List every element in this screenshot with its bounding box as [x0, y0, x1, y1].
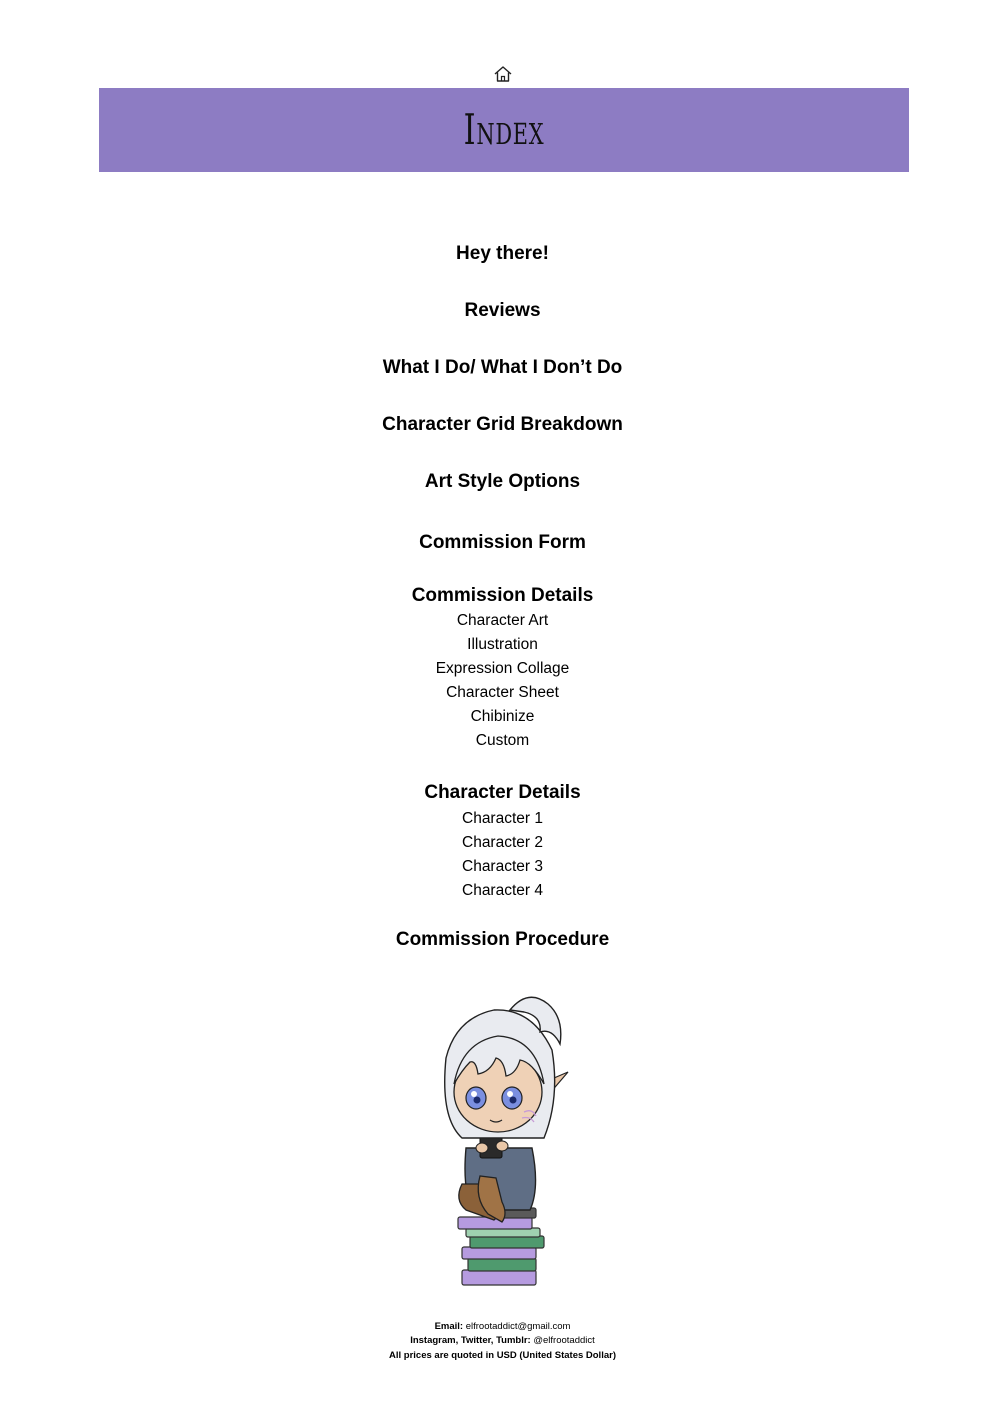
footer-pricing-note: All prices are quoted in USD (United States Dollar) [389, 1350, 616, 1361]
index-sublink-custom[interactable]: Custom [475, 732, 530, 749]
index-sublink-character-4[interactable]: Character 4 [462, 882, 543, 899]
index-sublink-chibinize[interactable]: Chibinize [470, 708, 535, 725]
footer-email-value[interactable]: elfrootaddict@gmail.com [463, 1321, 571, 1332]
footer-social-value: @elfrootaddict [530, 1335, 595, 1346]
footer-social-label: Instagram, Twitter, Tumblr: [410, 1335, 531, 1346]
index-link-art-style-options[interactable]: Art Style Options [424, 471, 581, 492]
title-banner [99, 88, 909, 172]
chibi-elf-illustration [432, 988, 577, 1293]
page-title: Index [463, 105, 545, 154]
index-link-reviews[interactable]: Reviews [464, 300, 541, 321]
index-sublink-expression-collage[interactable]: Expression Collage [435, 660, 570, 677]
index-link-commission-procedure[interactable]: Commission Procedure [395, 929, 610, 950]
index-link-hey-there[interactable]: Hey there! [456, 243, 549, 264]
index-link-what-i-do[interactable]: What I Do/ What I Don’t Do [382, 357, 623, 378]
index-sublink-character-sheet[interactable]: Character Sheet [446, 684, 559, 701]
index-link-commission-details[interactable]: Commission Details [411, 585, 594, 606]
index-sublink-character-art[interactable]: Character Art [456, 612, 549, 629]
footer-email [0, 1322, 1005, 1332]
index-sublink-illustration[interactable]: Illustration [467, 636, 538, 653]
index-link-character-grid-breakdown[interactable]: Character Grid Breakdown [382, 414, 623, 435]
footer-social [0, 1336, 1005, 1346]
index-sublink-character-1[interactable]: Character 1 [462, 810, 543, 827]
index-sublink-character-2[interactable]: Character 2 [462, 834, 543, 851]
index-link-character-details[interactable]: Character Details [424, 782, 581, 803]
home-icon[interactable] [492, 63, 514, 85]
footer-email-label: Email: [434, 1321, 464, 1332]
index-link-commission-form[interactable]: Commission Form [419, 532, 586, 553]
index-sublink-character-3[interactable]: Character 3 [462, 858, 543, 875]
